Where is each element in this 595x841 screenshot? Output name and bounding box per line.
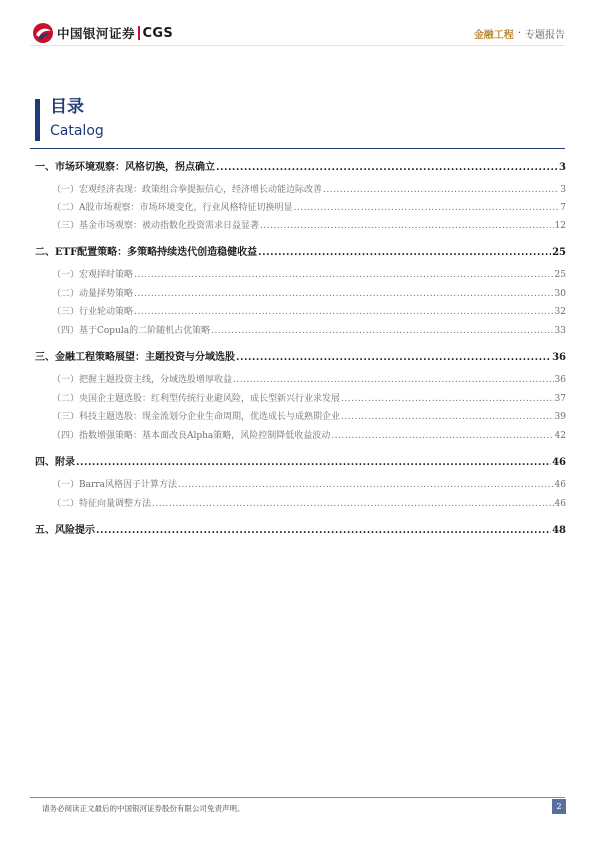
toc-subsection-number: （三）: [52, 221, 80, 231]
toc-subsection[interactable]: [35, 477, 566, 490]
header-report-label: [474, 26, 565, 41]
toc-subsection-number: （四）: [52, 326, 80, 336]
toc-page-number: 46: [554, 499, 566, 509]
toc-page-number: 36: [552, 352, 566, 363]
toc-leader: [134, 270, 554, 280]
toc-page-number: 46: [552, 457, 566, 468]
toc-subsection-title: A股市场观察：市场环境变化，行业风格特征切换明显: [79, 203, 293, 213]
page-number: 2: [552, 799, 566, 814]
toc-subsection-title: 基于Copula的二阶随机占优策略: [79, 326, 211, 336]
toc-leader: [216, 162, 558, 173]
toc-subsection-number: （一）: [52, 480, 80, 490]
toc-leader: [233, 375, 554, 385]
toc-page-number: 42: [554, 431, 566, 441]
header-divider: [30, 45, 565, 46]
toc-subsection-number: （一）: [52, 185, 80, 195]
toc-leader: [258, 247, 551, 258]
toc-leader: [341, 394, 554, 404]
toc-leader: [134, 307, 554, 317]
toc-leader: [260, 221, 554, 231]
toc-page-number: 25: [554, 270, 566, 280]
toc-section-title: 附录: [55, 457, 75, 468]
header-separator: ·: [517, 28, 521, 39]
toc-subsection[interactable]: [35, 182, 566, 195]
toc-page-number: 30: [554, 289, 566, 299]
toc-subsection-title: 指数增强策略：基本面改良Alpha策略，风险控制降低收益波动: [79, 431, 331, 441]
toc-subsection-number: （二）: [52, 289, 80, 299]
header-report-type: 专题报告: [525, 30, 565, 41]
toc-section-title: 金融工程策略展望：主题投资与分域选股: [55, 352, 235, 363]
toc-leader: [211, 326, 553, 336]
toc-subsection[interactable]: [35, 372, 566, 385]
toc-subsection[interactable]: [35, 200, 566, 213]
toc-leader: [96, 525, 551, 536]
toc-section-title: 市场环境观察：风格切换，拐点确立: [55, 162, 215, 173]
toc-leader: [236, 352, 551, 363]
toc-leader: [134, 289, 554, 299]
toc-section[interactable]: [35, 348, 566, 363]
toc-subsection[interactable]: [35, 304, 566, 317]
toc-leader: [323, 185, 559, 195]
toc-subsection[interactable]: [35, 286, 566, 299]
toc-page-number: 25: [552, 247, 566, 258]
footer-disclaimer: 请务必阅读正文最后的中国银河证券股份有限公司免责声明。: [42, 804, 245, 813]
toc-subsection-title: 动量择势策略: [79, 289, 134, 299]
toc-subsection[interactable]: [35, 267, 566, 280]
page-subtitle: Catalog: [50, 123, 104, 139]
toc-section[interactable]: [35, 521, 566, 536]
toc-subsection[interactable]: [35, 496, 566, 509]
company-logo: [32, 22, 173, 44]
toc-section-title: ETF配置策略：多策略持续迭代创造稳健收益: [55, 247, 258, 258]
toc-section[interactable]: [35, 158, 566, 173]
toc-section-number: 四、: [35, 457, 55, 468]
toc-subsection[interactable]: [35, 428, 566, 441]
toc-section-number: 一、: [35, 162, 55, 173]
toc-subsection-title: 科技主题选股：现金流划分企业生命周期，优选成长与成熟期企业: [79, 412, 341, 422]
toc-page-number: 32: [554, 307, 566, 317]
title-divider: [30, 148, 565, 149]
logo-english-text: CGS: [142, 25, 173, 41]
toc-subsection-number: （二）: [52, 499, 80, 509]
logo-divider: [138, 26, 140, 40]
toc-subsection-number: （一）: [52, 270, 80, 280]
page-title: 目录: [50, 97, 84, 117]
toc-subsection-title: 央国企主题选股：红利型传统行业避风险，成长型新兴行业求发展: [79, 394, 341, 404]
toc-page-number: 39: [554, 412, 566, 422]
toc-leader: [331, 431, 553, 441]
header-brand: 金融工程: [473, 30, 514, 41]
toc-leader: [178, 480, 554, 490]
title-accent-bar: [35, 99, 40, 141]
toc-subsection-title: 把握主题投资主线，分域选股增厚收益: [79, 375, 233, 385]
toc-subsection[interactable]: [35, 218, 566, 231]
toc-page-number: 48: [552, 525, 566, 536]
toc-subsection-title: 基金市场观察：被动指数化投资需求日益显著: [79, 221, 260, 231]
toc-subsection-title: 宏观择时策略: [79, 270, 134, 280]
toc-subsection-number: （三）: [52, 412, 80, 422]
toc-page-number: 3: [559, 162, 566, 173]
toc-subsection-number: （三）: [52, 307, 80, 317]
toc-subsection-title: 宏观经济表现：政策组合拳提振信心，经济增长动能边际改善: [79, 185, 323, 195]
toc-page-number: 37: [554, 394, 566, 404]
toc-subsection-number: （一）: [52, 375, 80, 385]
toc-section-title: 风险提示: [55, 525, 95, 536]
toc-section[interactable]: [35, 453, 566, 468]
toc-page-number: 36: [554, 375, 566, 385]
footer-divider: [30, 797, 565, 798]
toc-subsection-number: （四）: [52, 431, 80, 441]
toc-page-number: 7: [560, 203, 566, 213]
toc-page-number: 3: [560, 185, 566, 195]
page-header: [0, 0, 595, 50]
toc-subsection[interactable]: [35, 323, 566, 336]
toc-page-number: 33: [554, 326, 566, 336]
toc-subsection[interactable]: [35, 409, 566, 422]
toc-section-number: 二、: [35, 247, 55, 258]
toc-subsection-title: Barra风格因子计算方法: [79, 480, 177, 490]
toc-leader: [341, 412, 554, 422]
toc-section[interactable]: [35, 243, 566, 258]
toc-subsection-title: 行业轮动策略: [79, 307, 134, 317]
toc-subsection-title: 特征向量调整方法: [79, 499, 152, 509]
toc-leader: [152, 499, 554, 509]
toc-leader: [76, 457, 551, 468]
toc-section-number: 三、: [35, 352, 55, 363]
toc-subsection-number: （二）: [52, 203, 80, 213]
toc-subsection[interactable]: [35, 391, 566, 404]
toc-leader: [294, 203, 560, 213]
toc-section-number: 五、: [35, 525, 55, 536]
toc-page-number: 12: [554, 221, 566, 231]
toc-page-number: 46: [554, 480, 566, 490]
cgs-logo-icon: [32, 22, 54, 44]
toc-subsection-number: （二）: [52, 394, 80, 404]
logo-chinese-text: 中国银河证券: [57, 26, 136, 41]
